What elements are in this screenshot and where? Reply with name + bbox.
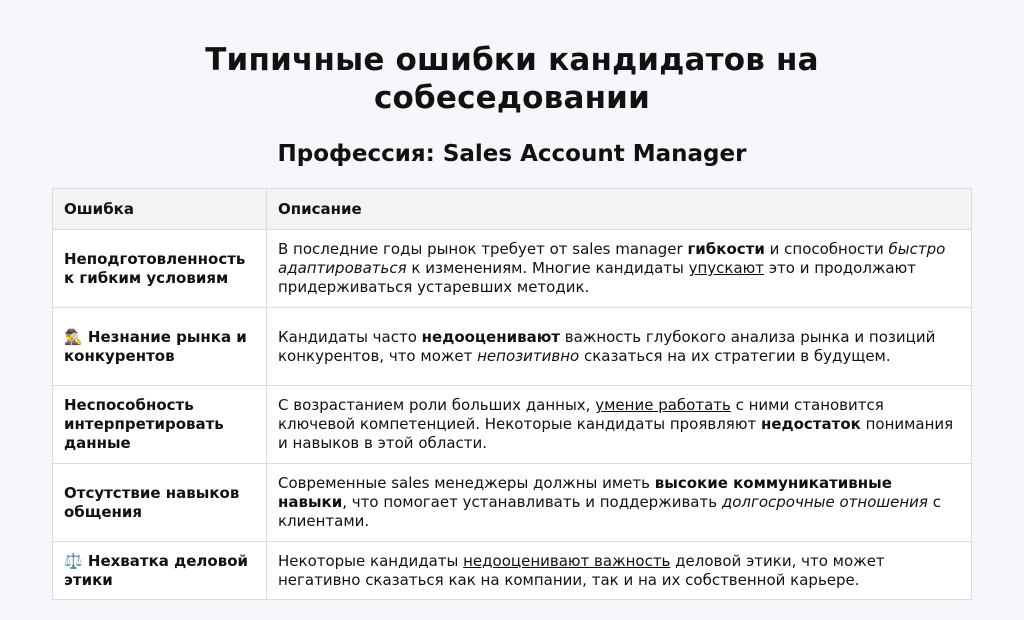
page-title-line-2: собеседовании (373, 80, 651, 116)
description-cell (267, 230, 972, 308)
description-text: сказаться на их стратегии в будущем. (579, 346, 891, 365)
description-cell (267, 464, 972, 542)
description-emphasis: упускают (688, 259, 765, 277)
description-text: Современные sales менеджеры должны иметь (278, 474, 655, 492)
table-row (53, 386, 972, 464)
description-emphasis: недостаток (760, 415, 861, 433)
error-cell: ⚖️ Нехватка деловой этики (53, 542, 267, 600)
description-text: Кандидаты часто (278, 327, 422, 346)
description-cell (267, 308, 972, 386)
description-text: Некоторые кандидаты (278, 551, 464, 570)
page-subtitle: Профессия: Sales Account Manager (277, 141, 747, 167)
table-row (53, 464, 972, 542)
description-text: с ними становится ключевой компетенцией. Некоторые кандидаты проявляют (278, 396, 884, 433)
description-text: В последние годы рынок требует от sales manager (278, 240, 688, 258)
description-emphasis: умение работать (595, 396, 731, 414)
description-text: это и продолжают придерживаться устаревших методик. (278, 259, 916, 296)
description-emphasis: непозитивно (477, 346, 580, 365)
table-row (53, 542, 972, 600)
description-emphasis: долгосрочные отношения (721, 493, 928, 511)
description-emphasis: недооценивают (421, 327, 560, 346)
column-header-error: Ошибка (53, 189, 267, 230)
column-header-description: Описание (267, 189, 972, 230)
description-emphasis: быстро адаптироваться (278, 240, 946, 277)
error-cell: 🕵️‍♂️ Незнание рынка и конкурентов (53, 308, 267, 386)
description-emphasis: гибкости (687, 240, 765, 258)
description-text: к изменениям. Многие кандидаты (406, 259, 689, 277)
description-cell (267, 386, 972, 464)
description-emphasis: недооценивают важность (463, 551, 671, 570)
description-text: понимания и навыков в этой области. (278, 415, 954, 452)
page-title (0, 41, 1024, 117)
description-text: и способности (764, 240, 889, 258)
description-emphasis: высокие коммуникативные навыки (278, 474, 892, 511)
error-cell: Неподготовленность к гибким условиям (53, 230, 267, 308)
table-header-row (53, 189, 972, 230)
description-text: деловой этики, что может негативно сказаться как на компании, так и на их собственной карьере. (278, 551, 885, 589)
description-text: С возрастанием роли больших данных, (278, 396, 596, 414)
page-title-line-1: Типичные ошибки кандидатов на (205, 42, 819, 78)
description-text: с клиентами. (278, 493, 941, 530)
table-row (53, 230, 972, 308)
description-cell (267, 542, 972, 600)
description-text: важность глубокого анализа рынка и позиций конкурентов, что может (278, 327, 936, 365)
error-cell: Неспособность интерпретировать данные (53, 386, 267, 464)
table-row (53, 308, 972, 386)
error-cell: Отсутствие навыков общения (53, 464, 267, 542)
description-text: , что помогает устанавливать и поддерживать (342, 493, 722, 511)
mistakes-table (52, 188, 972, 600)
